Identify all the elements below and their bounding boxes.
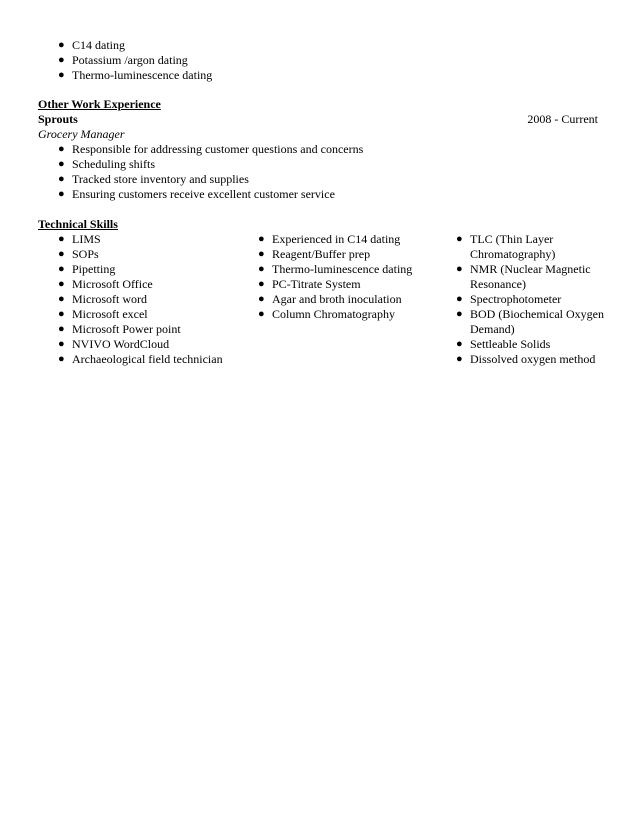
list-item: ● Settleable Solids <box>456 337 551 351</box>
list-item: ● Reagent/Buffer prep <box>258 247 371 261</box>
list-item: ● Dissolved oxygen method <box>456 352 596 366</box>
skills-column-1 <box>56 232 236 367</box>
bullet-icon: ● <box>258 248 265 260</box>
list-item: ● Thermo-luminescence dating <box>58 68 213 82</box>
bullet-icon: ● <box>456 233 463 245</box>
list-item: ● PC-Titrate System <box>258 277 361 291</box>
bullet-icon: ● <box>58 323 65 335</box>
technical-skills-heading: Technical Skills <box>38 217 118 231</box>
list-item: ● NMR (Nuclear Magnetic Resonance) <box>456 262 591 291</box>
bullet-icon: ● <box>58 188 65 200</box>
list-item: ● Responsible for addressing customer questions and concerns <box>58 142 364 156</box>
list-item: ● Ensuring customers receive excellent customer service <box>58 187 335 201</box>
bullet-icon: ● <box>58 173 65 185</box>
list-item: ● Microsoft Office <box>58 277 153 291</box>
employer-row <box>38 112 598 127</box>
list-item: ● SOPs <box>58 247 99 261</box>
bullet-icon: ● <box>456 263 463 275</box>
bullet-icon: ● <box>456 353 463 365</box>
bullet-icon: ● <box>258 278 265 290</box>
list-item: ● Pipetting <box>58 262 116 276</box>
bullet-icon: ● <box>456 293 463 305</box>
bullet-icon: ● <box>456 338 463 350</box>
list-item: ● BOD (Biochemical Oxygen Demand) <box>456 307 604 336</box>
list-item: ● TLC (Thin Layer Chromatography) <box>456 232 556 261</box>
list-item: ● Scheduling shifts <box>58 157 155 171</box>
list-item: ● Thermo-luminescence dating <box>258 262 413 276</box>
skills-column-2 <box>256 232 416 322</box>
dating-methods-list <box>56 38 556 83</box>
bullet-icon: ● <box>58 158 65 170</box>
work-experience-heading: Other Work Experience <box>38 97 161 111</box>
list-item: ● Column Chromatography <box>258 307 395 321</box>
list-item: ● C14 dating <box>58 38 125 52</box>
list-item: ● Spectrophotometer <box>456 292 562 306</box>
bullet-icon: ● <box>58 143 65 155</box>
bullet-icon: ● <box>258 233 265 245</box>
bullet-icon: ● <box>258 308 265 320</box>
skills-column-3 <box>454 232 614 367</box>
bullet-icon: ● <box>58 338 65 350</box>
bullet-icon: ● <box>58 278 65 290</box>
list-item: ● NVIVO WordCloud <box>58 337 170 351</box>
job-title: Grocery Manager <box>38 127 125 141</box>
bullet-icon: ● <box>58 293 65 305</box>
bullet-icon: ● <box>58 308 65 320</box>
list-item: ● LIMS <box>58 232 101 246</box>
list-item: ● Microsoft word <box>58 292 147 306</box>
employer-name: Sprouts <box>38 112 78 126</box>
bullet-icon: ● <box>258 293 265 305</box>
bullet-icon: ● <box>258 263 265 275</box>
bullet-icon: ● <box>58 39 65 51</box>
bullet-icon: ● <box>58 353 65 365</box>
bullet-icon: ● <box>456 308 463 320</box>
list-item: ● Potassium /argon dating <box>58 53 188 67</box>
list-item: ● Archaeological field technician <box>58 352 223 366</box>
list-item: ● Experienced in C14 dating <box>258 232 401 246</box>
bullet-icon: ● <box>58 248 65 260</box>
list-item: ● Tracked store inventory and supplies <box>58 172 249 186</box>
bullet-icon: ● <box>58 263 65 275</box>
list-item: ● Agar and broth inoculation <box>258 292 402 306</box>
job-duties-list <box>56 142 476 202</box>
bullet-icon: ● <box>58 233 65 245</box>
list-item: ● Microsoft excel <box>58 307 148 321</box>
bullet-icon: ● <box>58 54 65 66</box>
bullet-icon: ● <box>58 69 65 81</box>
employment-dates: 2008 - Current <box>527 112 598 126</box>
list-item: ● Microsoft Power point <box>58 322 181 336</box>
